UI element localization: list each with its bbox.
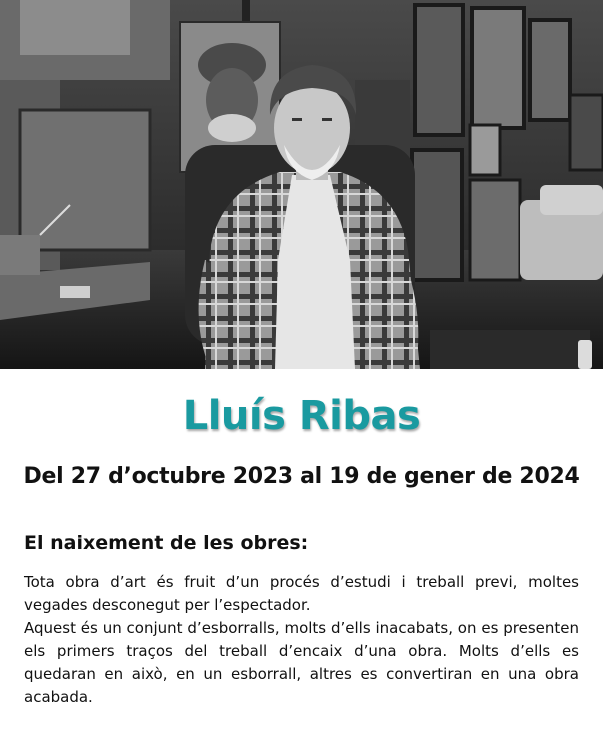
- section-heading: El naixement de les obres:: [24, 532, 309, 554]
- section-body: [0, 555, 603, 709]
- artist-portrait-photo: [0, 0, 603, 369]
- body-paragraph: Aquest és un conjunt d’esborralls, molts d’ells inacabats, on es presenten els primers traços del treball d’encaix d’una obra. Molts d’ells es quedaran en això, en un esborrall, altres es convertiran en una obra acabada.: [24, 619, 579, 706]
- exhibition-dates: Del 27 d’octubre 2023 al 19 de gener de 2024: [23, 464, 580, 489]
- page-title: Lluís Ribas: [182, 393, 421, 439]
- header-photo: [0, 0, 603, 369]
- body-paragraph: Tota obra d’art és fruit d’un procés d’estudi i treball previ, moltes vegades desconegut per l’espectador.: [24, 573, 579, 614]
